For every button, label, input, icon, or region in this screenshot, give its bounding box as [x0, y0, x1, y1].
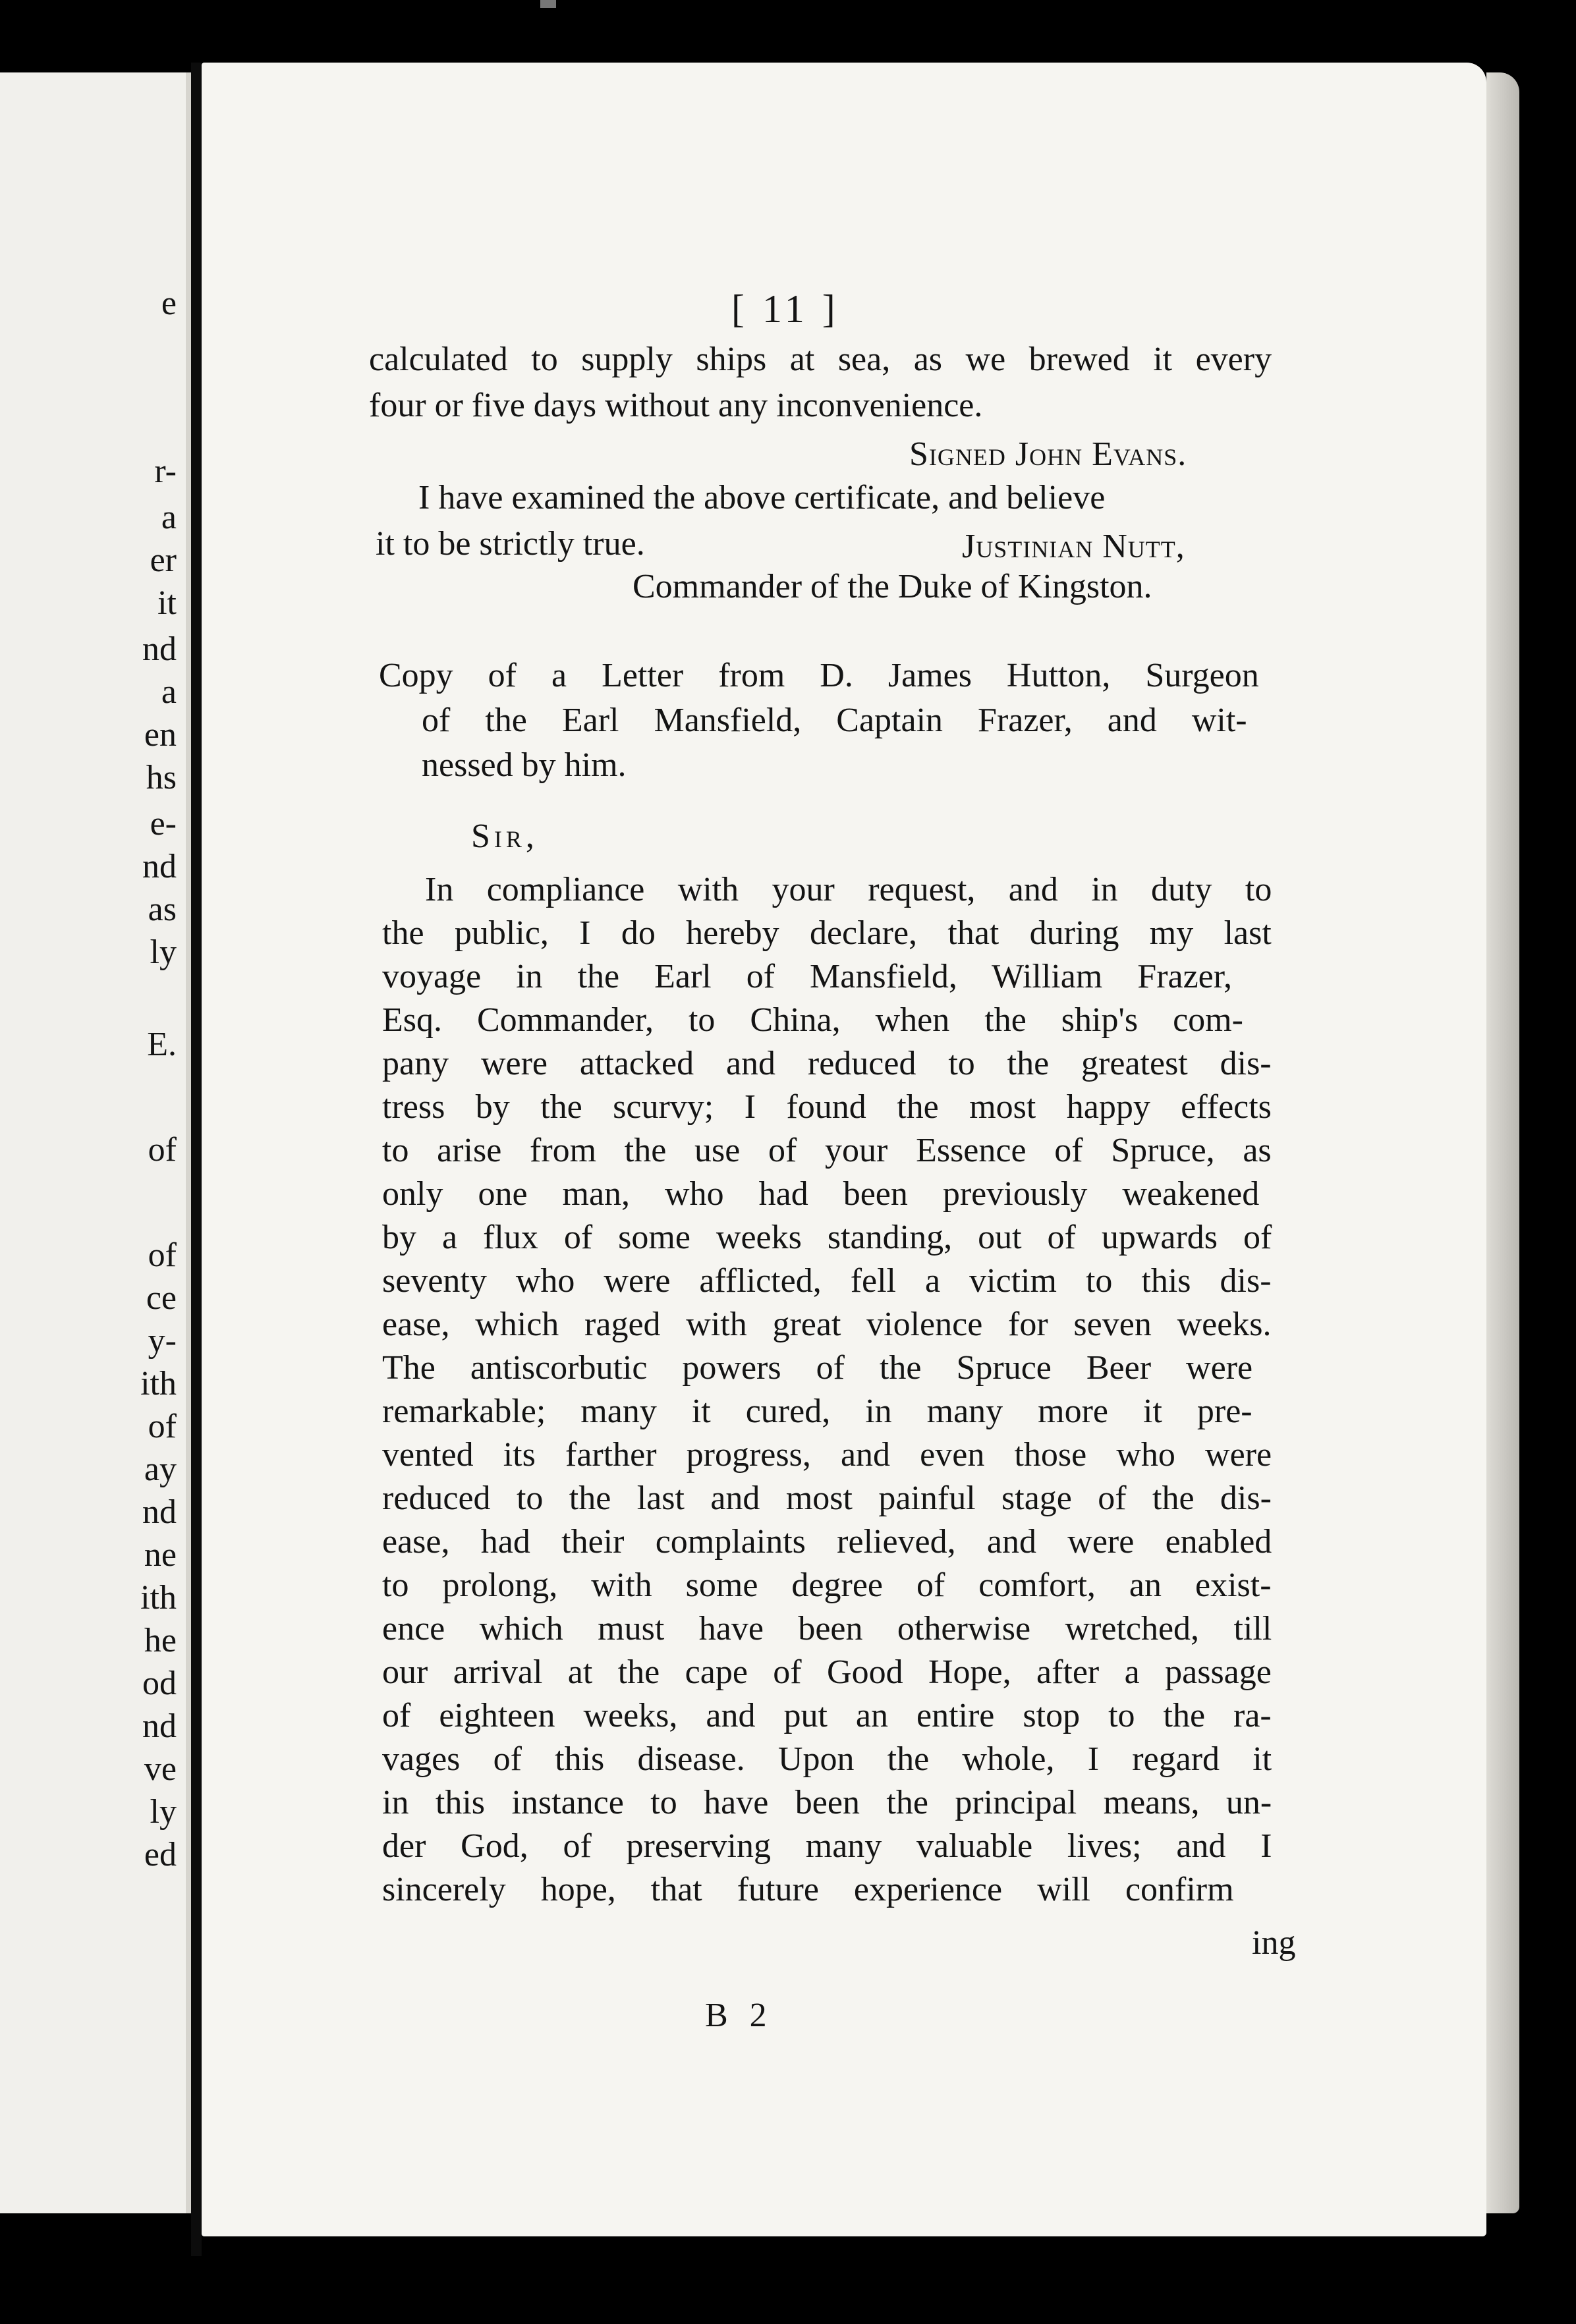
letter-body-line: by a flux of some weeks standing, out of upwards of — [382, 1219, 1272, 1256]
letter-body-line: only one man, who had been previously weakened — [382, 1175, 1260, 1213]
letter-body-line: vented its farther progress, and even those who were — [382, 1436, 1272, 1474]
left-page-fragment: ith — [140, 1365, 177, 1402]
left-page-fragment: of — [148, 1408, 177, 1445]
left-page-fragment: E. — [147, 1026, 177, 1063]
left-page-fragment: he — [144, 1622, 177, 1659]
letter-body-line: The antiscorbutic powers of the Spruce Beer were — [382, 1349, 1253, 1387]
letter-body-line: remarkable; many it cured, in many more it pre- — [382, 1393, 1252, 1430]
left-page-fragment: er — [150, 541, 177, 579]
letter-heading-line: nessed by him. — [422, 746, 627, 784]
letter-body-line: of eighteen weeks, and put an entire stop to the ra- — [382, 1697, 1272, 1734]
letter-heading-line: Copy of a Letter from D. James Hutton, Surgeon — [379, 657, 1259, 694]
letter-heading-line: of the Earl Mansfield, Captain Frazer, and wit- — [422, 702, 1247, 739]
letter-body-line: to arise from the use of your Essence of Spruce, as — [382, 1132, 1272, 1169]
left-page-fragment: nd — [142, 630, 177, 668]
left-page-fragment: y- — [148, 1322, 177, 1360]
left-page-fragment: en — [144, 716, 177, 754]
left-page-fragment: hs — [146, 759, 177, 796]
endorsement-line: I have examined the above certificate, and believe — [418, 479, 1106, 516]
certificate-line: four or five days without any inconvenience. — [369, 387, 983, 424]
left-page-fragment: ly — [150, 1793, 177, 1831]
left-page-fragment: nd — [142, 848, 177, 885]
letter-body-line: sincerely hope, that future experience will confirm — [382, 1871, 1234, 1908]
letter-body-line: ease, had their complaints relieved, and were enabled — [382, 1523, 1272, 1561]
left-page-fragment: ve — [144, 1750, 177, 1788]
left-page-fragment: e- — [150, 805, 177, 843]
catchword: ing — [1252, 1924, 1296, 1962]
letter-body-line: seventy who were afflicted, fell a victim to this dis- — [382, 1262, 1272, 1300]
letter-body-line: der God, of preserving many valuable lives; and I — [382, 1827, 1272, 1865]
left-page-fragment: nd — [142, 1493, 177, 1531]
left-page-fragment: od — [142, 1665, 177, 1702]
left-page-fragment: a — [161, 499, 177, 536]
left-page-fragment: ith — [140, 1579, 177, 1617]
left-page-fragment: ed — [144, 1836, 177, 1873]
letter-body-line: tress by the scurvy; I found the most happy effects — [382, 1088, 1272, 1126]
letter-body-line: Esq. Commander, to China, when the ship's com- — [382, 1001, 1243, 1039]
letter-body-line: our arrival at the cape of Good Hope, after a passage — [382, 1653, 1272, 1691]
endorser-name: Justinian Nutt, — [962, 528, 1185, 565]
signature-mark: B 2 — [705, 1997, 774, 2034]
left-page-fragment: nd — [142, 1707, 177, 1745]
left-page-fragment: r- — [154, 453, 177, 490]
certificate-signature: Signed John Evans. — [909, 435, 1187, 473]
letter-body-line: pany were attacked and reduced to the greatest dis- — [382, 1045, 1272, 1082]
left-page-fragment: as — [148, 891, 177, 928]
letter-body-line: voyage in the Earl of Mansfield, William Frazer, — [382, 958, 1232, 995]
page-number: [ 11 ] — [731, 287, 839, 331]
left-page-spine — [186, 72, 191, 2213]
left-page-fragment: of — [148, 1236, 177, 1274]
letter-body-line: reduced to the last and most painful stage of the dis- — [382, 1480, 1272, 1517]
endorser-title: Commander of the Duke of Kingston. — [633, 568, 1152, 605]
letter-salutation: Sir, — [471, 817, 538, 855]
left-page-fragment: ce — [146, 1279, 177, 1317]
letter-body-line: ence which must have been otherwise wretched, till — [382, 1610, 1272, 1647]
letter-body-line: In compliance with your request, and in duty to — [425, 871, 1272, 908]
left-page-fragment: of — [148, 1131, 177, 1169]
endorsement-line: it to be strictly true. — [376, 525, 645, 563]
letter-body-line: the public, I do hereby declare, that during my last — [382, 914, 1272, 952]
left-page-fragment: it — [157, 584, 177, 622]
left-page-fragment: ay — [144, 1451, 177, 1488]
letter-body-line: vages of this disease. Upon the whole, I regard it — [382, 1740, 1272, 1778]
letter-body-line: in this instance to have been the principal means, un- — [382, 1784, 1272, 1821]
left-page-fragment: a — [161, 673, 177, 711]
book-gutter — [191, 63, 202, 2256]
page-edge — [1486, 72, 1519, 2213]
scan-speck — [540, 0, 556, 8]
letter-body-line: ease, which raged with great violence for seven weeks. — [382, 1306, 1272, 1343]
letter-body-line: to prolong, with some degree of comfort, an exist- — [382, 1566, 1272, 1604]
left-page — [0, 72, 191, 2213]
left-page-fragment: e — [161, 285, 177, 322]
certificate-line: calculated to supply ships at sea, as we brewed it every — [369, 341, 1272, 378]
left-page-fragment: ly — [150, 933, 177, 971]
left-page-fragment: ne — [144, 1536, 177, 1574]
